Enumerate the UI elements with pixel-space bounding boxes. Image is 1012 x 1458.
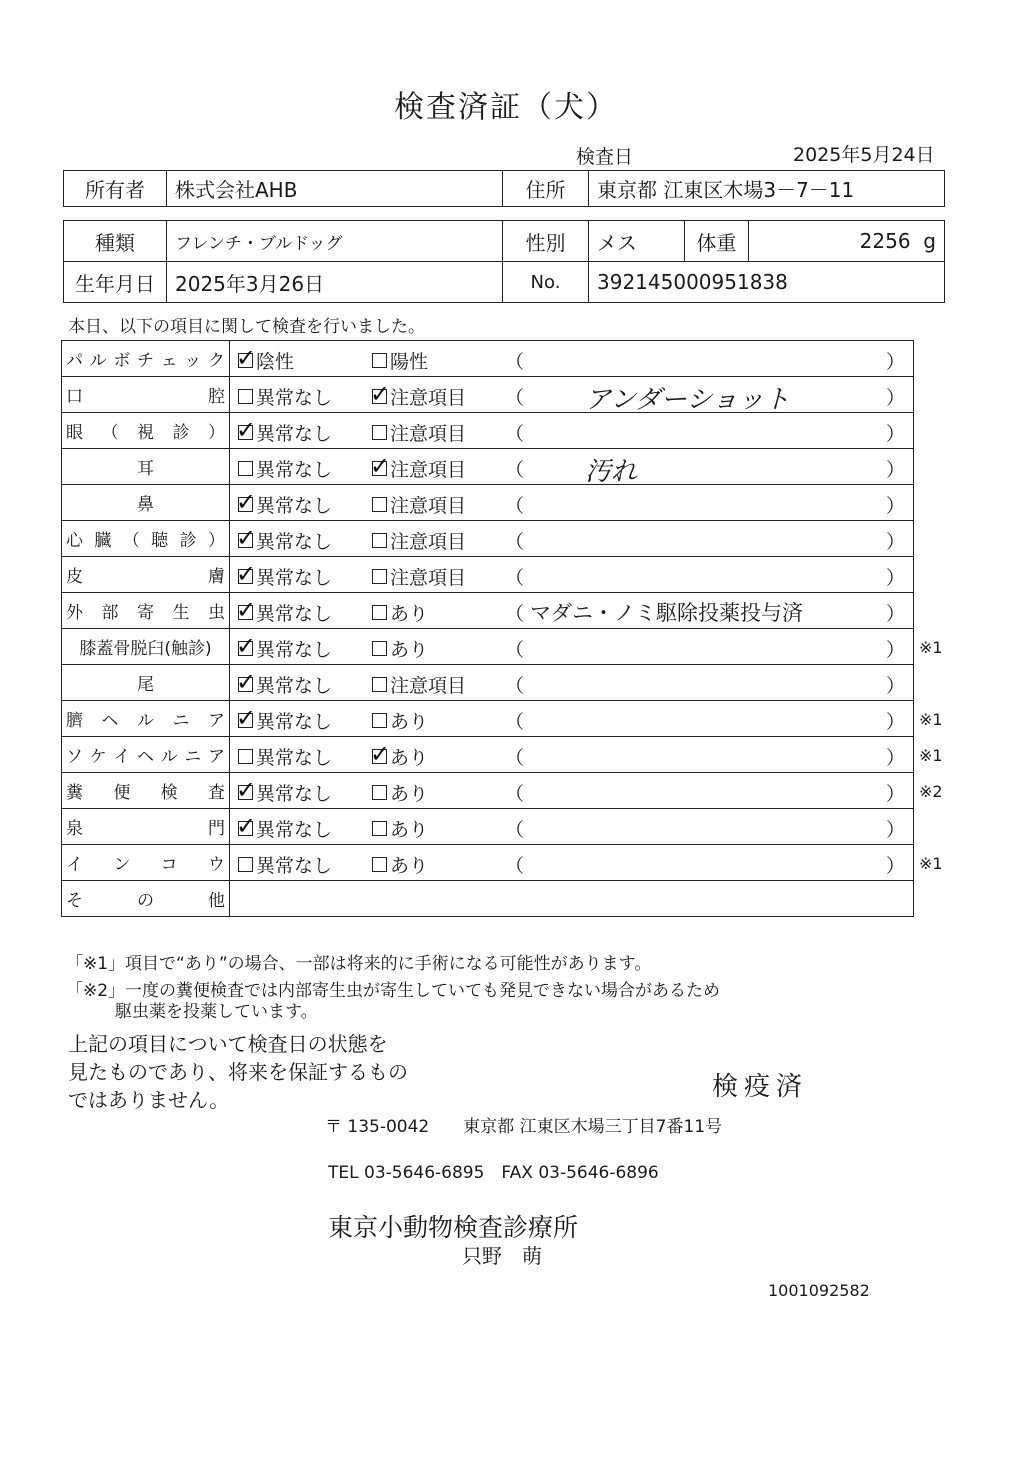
exam-label: 鼻 [137,495,154,515]
owner-table [63,170,945,207]
option-1[interactable] [238,851,332,878]
option-2[interactable] [372,671,466,698]
exam-body-cell [230,557,914,593]
check-mark-icon: ✓ [236,776,257,804]
exam-body-cell [230,521,914,557]
exam-body-cell [230,737,914,773]
paren-close: ） [885,387,905,409]
exam-row [62,773,914,809]
exam-row [62,449,914,485]
check-mark-icon: ✓ [370,452,391,480]
document-title: 検査済証（犬） [394,90,618,125]
paren-close: ） [885,351,905,373]
exam-row [62,377,914,413]
option-2[interactable] [372,599,428,626]
option-1-label: 異常なし [256,639,333,661]
exam-label-char: 臍 [66,711,83,731]
quarantine-stamp: 検疫済 [712,1072,809,1102]
option-2-label: あり [390,747,429,769]
exam-body-cell [230,377,914,413]
exam-row [62,809,914,845]
option-1[interactable] [236,488,333,518]
exam-label-cell [62,773,230,809]
exam-body-cell [230,845,914,881]
veterinarian-name: 只野 萌 [462,1244,542,1268]
option-1-label: 異常なし [256,855,333,877]
exam-label-char: 聴 [151,531,169,551]
option-2[interactable] [372,527,466,554]
address-label: 住所 [503,171,589,207]
exam-label-char: 他 [208,891,225,911]
paren-close: ） [885,675,905,697]
exam-label-char: イ [66,855,83,875]
exam-label-char: 皮 [66,567,83,587]
dob-value: 2025年3月26日 [167,262,503,303]
option-1[interactable] [236,344,295,374]
exam-label-char: 門 [208,819,225,839]
exam-label-char: 寄 [137,603,154,623]
exam-label-char: ッ [184,351,202,371]
exam-label-cell [62,449,230,485]
option-2[interactable] [370,380,467,410]
no-label: No. [503,262,589,303]
checkbox-icon[interactable] [238,389,253,404]
option-2-label: 陽性 [390,351,429,373]
exam-label-cell [62,593,230,629]
exam-label-char: 心 [66,531,83,551]
option-2[interactable] [370,740,429,770]
exam-row [62,413,914,449]
exam-label-char: 生 [172,603,190,623]
disclaimer [68,1030,408,1114]
paren-close: ） [885,423,905,445]
exam-label-char: 臓 [94,531,112,551]
checkbox-icon[interactable] [372,497,387,512]
other-label [66,886,225,911]
exam-label [66,562,225,587]
option-2-label: 注意項目 [390,387,467,409]
paren-open: （ [505,711,525,733]
exam-label-cell [62,809,230,845]
checkbox-icon[interactable] [370,452,391,480]
footnote-mark: ※2 [919,781,943,801]
exam-label [66,382,225,407]
option-2-label: あり [390,639,429,661]
exam-label-char: の [137,891,154,911]
checkbox-icon[interactable] [372,641,387,656]
exam-row [62,845,914,881]
checkbox-icon[interactable] [236,416,257,444]
paren-close: ） [885,531,905,553]
exam-label-cell [62,341,230,377]
exam-table [61,340,914,917]
exam-label-char: ） [207,531,225,551]
checkbox-icon[interactable] [236,704,257,732]
exam-label [66,742,225,767]
footnote-mark: ※1 [919,637,943,657]
exam-label-cell [62,557,230,593]
breed-label: 種類 [64,221,167,262]
checkbox-icon[interactable] [236,344,257,372]
exam-body-cell [230,629,914,665]
exam-label [66,814,225,839]
footnote-2-line2: 駆虫薬を投薬しています。 [115,1002,318,1022]
sex-value: メス [589,221,685,262]
exam-label-char: イ [113,747,131,767]
checkbox-icon[interactable] [372,677,387,692]
exam-label-char: 虫 [208,603,225,623]
checkbox-icon[interactable] [372,425,387,440]
exam-label-char: 視 [137,423,154,443]
option-1[interactable] [236,524,333,554]
exam-label-char: 部 [101,603,119,623]
paren-close: ） [885,495,905,517]
exam-date-label: 検査日 [576,146,634,168]
option-2-label: あり [390,819,429,841]
check-mark-icon: ✓ [236,344,257,372]
exam-label-char: 膚 [208,567,225,587]
paren-close: ） [885,711,905,733]
exam-body-cell [230,593,914,629]
exam-label-char: 泉 [66,819,83,839]
option-1[interactable] [236,632,333,662]
footnote-mark: ※1 [919,745,943,765]
exam-row [62,665,914,701]
checkbox-icon[interactable] [236,632,257,660]
exam-body-cell [230,809,914,845]
paren-close: ） [885,855,905,877]
option-1[interactable] [238,383,332,410]
exam-label-char: ェ [160,351,178,371]
handwritten-note: アンダーショット [585,385,790,415]
exam-label-char: ン [113,855,131,875]
exam-label-char: チ [136,351,154,371]
exam-label-char: 検 [160,783,178,803]
exam-label: 膝蓋骨脱臼(触診) [79,639,212,659]
paren-close: ） [885,459,905,481]
option-1-label: 異常なし [256,495,333,517]
option-1-label: 異常なし [256,459,333,481]
exam-body-cell [230,341,914,377]
exam-label-char: ル [160,747,178,767]
option-1-label: 異常なし [256,747,333,769]
check-mark-icon: ✓ [236,596,257,624]
paren-close: ） [885,747,905,769]
dob-label: 生年月日 [64,262,167,303]
exam-body-cell [230,773,914,809]
checkbox-icon[interactable] [372,785,387,800]
exam-label-char: ヘ [136,747,154,767]
exam-label-char: 診 [172,423,190,443]
exam-row [62,341,914,377]
paren-open: （ [505,567,525,589]
intro-text: 本日、以下の項目に関して検査を行いました。 [68,317,425,337]
option-1[interactable] [236,416,333,446]
checkbox-icon[interactable] [372,857,387,872]
exam-label-cell [62,521,230,557]
exam-note: マダニ・ノミ駆除投薬投与済 [530,601,803,625]
checkbox-icon[interactable] [236,560,257,588]
checkbox-icon[interactable] [236,488,257,516]
paren-open: （ [505,783,525,805]
exam-label-char: ウ [207,855,225,875]
check-mark-icon: ✓ [370,380,391,408]
exam-label-char: ニ [184,747,202,767]
option-1-label: 異常なし [256,387,333,409]
weight-cell [749,221,945,262]
paren-close: ） [885,819,905,841]
exam-row [62,557,914,593]
sex-label: 性別 [503,221,589,262]
paren-open: （ [505,423,525,445]
exam-label-char: 査 [207,783,225,803]
clinic-address: 〒 135-0042 東京都 江東区木場三丁目7番11号 [325,1117,723,1137]
check-mark-icon: ✓ [236,632,257,660]
option-1[interactable] [236,560,333,590]
exam-label-cell [62,485,230,521]
weight-unit: g [923,229,936,253]
exam-label-char: ニ [172,711,190,731]
checkbox-icon[interactable] [236,668,257,696]
exam-label-cell [62,701,230,737]
check-mark-icon: ✓ [370,740,391,768]
clinic-tel-fax: TEL 03-5646-6895 FAX 03-5646-6896 [328,1163,659,1183]
check-mark-icon: ✓ [236,524,257,552]
option-1[interactable] [236,812,333,842]
exam-label-char: ク [207,351,225,371]
option-1[interactable] [236,596,333,626]
no-value: 392145000951838 [589,262,945,303]
paren-open: （ [505,747,525,769]
option-2[interactable] [372,419,466,446]
address-value: 東京都 江東区木場3－7－11 [589,171,945,207]
option-2-label: あり [390,855,429,877]
paren-open: （ [505,675,525,697]
option-1-label: 異常なし [256,603,333,625]
checkbox-icon[interactable] [238,749,253,764]
option-1-label: 異常なし [256,423,333,445]
checkbox-icon[interactable] [236,524,257,552]
disclaimer-line: 上記の項目について検査日の状態を [68,1032,388,1056]
paren-open: （ [505,495,525,517]
exam-date: 2025年5月24日 [793,144,935,166]
document-number: 1001092582 [768,1281,870,1300]
exam-body-cell [230,665,914,701]
other-label-cell [62,881,230,917]
option-1[interactable] [238,743,332,770]
checkbox-icon[interactable] [372,353,387,368]
option-2[interactable] [372,563,466,590]
checkbox-icon[interactable] [238,461,253,476]
checkbox-icon[interactable] [236,596,257,624]
checkbox-icon[interactable] [372,713,387,728]
disclaimer-line: ではありません。 [68,1088,230,1112]
weight-value: 2256 [859,229,911,253]
option-2[interactable] [372,707,428,734]
exam-label-char: ヘ [101,711,119,731]
checkbox-icon[interactable] [238,857,253,872]
option-2-label: あり [390,711,429,733]
checkbox-icon[interactable] [372,569,387,584]
exam-row [62,593,914,629]
disclaimer-line: 見たものであり、将来を保証するもの [68,1060,408,1084]
pet-table [63,220,945,303]
exam-row [62,701,914,737]
exam-label-char: ケ [89,747,107,767]
option-2[interactable] [372,635,428,662]
exam-row [62,521,914,557]
option-2-label: あり [390,603,429,625]
option-2-label: 注意項目 [390,567,467,589]
exam-label-cell [62,737,230,773]
exam-row [62,629,914,665]
exam-label [66,598,225,623]
paren-open: （ [505,819,525,841]
paren-close: ） [885,567,905,589]
exam-label-char: そ [66,891,83,911]
exam-body-cell [230,485,914,521]
checkbox-icon[interactable] [236,812,257,840]
paren-close: ） [885,603,905,625]
exam-label [66,850,225,875]
check-mark-icon: ✓ [236,416,257,444]
option-2[interactable] [370,452,467,482]
check-mark-icon: ✓ [236,704,257,732]
check-mark-icon: ✓ [236,668,257,696]
exam-label-char: コ [160,855,178,875]
exam-label-char: ボ [113,351,131,371]
checkbox-icon[interactable] [370,740,391,768]
paren-open: （ [505,531,525,553]
exam-label-char: 口 [66,387,83,407]
exam-label [66,706,225,731]
check-mark-icon: ✓ [236,812,257,840]
option-1-label: 陰性 [256,351,295,373]
option-2[interactable] [372,815,428,842]
exam-label-char: ル [137,711,154,731]
option-2[interactable] [372,779,428,806]
option-2[interactable] [372,491,466,518]
exam-label-char: （ [101,423,119,443]
option-1[interactable] [236,668,333,698]
check-mark-icon: ✓ [236,560,257,588]
footnote-mark: ※1 [919,709,943,729]
owner-value: 株式会社AHB [167,171,503,207]
checkbox-icon[interactable] [236,776,257,804]
exam-label: 耳 [137,459,154,479]
exam-label-cell [62,665,230,701]
exam-label-char: ル [89,351,107,371]
paren-close: ） [885,783,905,805]
exam-label-char: パ [66,351,83,371]
option-2-label: 注意項目 [390,495,467,517]
breed-value: フレンチ・ブルドッグ [167,221,503,262]
option-2-label: 注意項目 [390,675,467,697]
clinic-name: 東京小動物検査診療所 [328,1213,579,1242]
checkbox-icon[interactable] [370,380,391,408]
option-1-label: 異常なし [256,567,333,589]
paren-open: （ [505,855,525,877]
paren-open: （ [505,603,525,625]
exam-label-char: 腔 [208,387,225,407]
exam-row [62,737,914,773]
option-1-label: 異常なし [256,675,333,697]
exam-row [62,485,914,521]
option-2-label: あり [390,783,429,805]
exam-label-char: （ [122,531,140,551]
exam-body-cell [230,701,914,737]
owner-label: 所有者 [64,171,167,207]
exam-label-char: ） [208,423,225,443]
option-1-label: 異常なし [256,531,333,553]
check-mark-icon: ✓ [236,488,257,516]
checkbox-icon[interactable] [372,605,387,620]
exam-label-cell [62,629,230,665]
option-1-label: 異常なし [256,819,333,841]
paren-open: （ [505,387,525,409]
exam-label-cell [62,845,230,881]
option-2[interactable] [372,347,428,374]
option-1[interactable] [236,704,333,734]
option-1-label: 異常なし [256,711,333,733]
footnote-1: 「※1」項目で“あり”の場合、一部は将来的に手術になる可能性があります。 [66,954,652,974]
exam-label-char: 便 [113,783,131,803]
exam-label-char: ソ [66,747,83,767]
other-body [230,881,914,917]
exam-label-cell [62,377,230,413]
paren-open: （ [505,351,525,373]
exam-label-char: 外 [66,603,83,623]
exam-body-cell [230,449,914,485]
option-2-label: 注意項目 [390,459,467,481]
checkbox-icon[interactable] [372,821,387,836]
option-2-label: 注意項目 [390,423,467,445]
exam-label-char: ア [207,747,225,767]
paren-close: ） [885,639,905,661]
option-2[interactable] [372,851,428,878]
weight-label: 体重 [685,221,749,262]
paren-open: （ [505,459,525,481]
handwritten-note: 汚れ [585,457,638,487]
exam-label [66,418,225,443]
exam-label-cell [62,413,230,449]
option-1-label: 異常なし [256,783,333,805]
exam-label: 尾 [137,675,154,695]
option-1[interactable] [236,776,333,806]
exam-label [66,526,225,551]
footnote-mark: ※1 [919,853,943,873]
exam-label-char: ア [208,711,225,731]
exam-label [66,346,225,371]
option-2-label: 注意項目 [390,531,467,553]
option-1[interactable] [238,455,332,482]
footnote-2-line1: 「※2」一度の糞便検査では内部寄生虫が寄生していても発見できない場合があるため [66,981,721,1001]
exam-label [66,778,225,803]
paren-open: （ [505,639,525,661]
exam-label-char: 糞 [66,783,83,803]
exam-label-char: 眼 [66,423,83,443]
exam-label-char: 診 [179,531,197,551]
checkbox-icon[interactable] [372,533,387,548]
exam-body-cell [230,413,914,449]
